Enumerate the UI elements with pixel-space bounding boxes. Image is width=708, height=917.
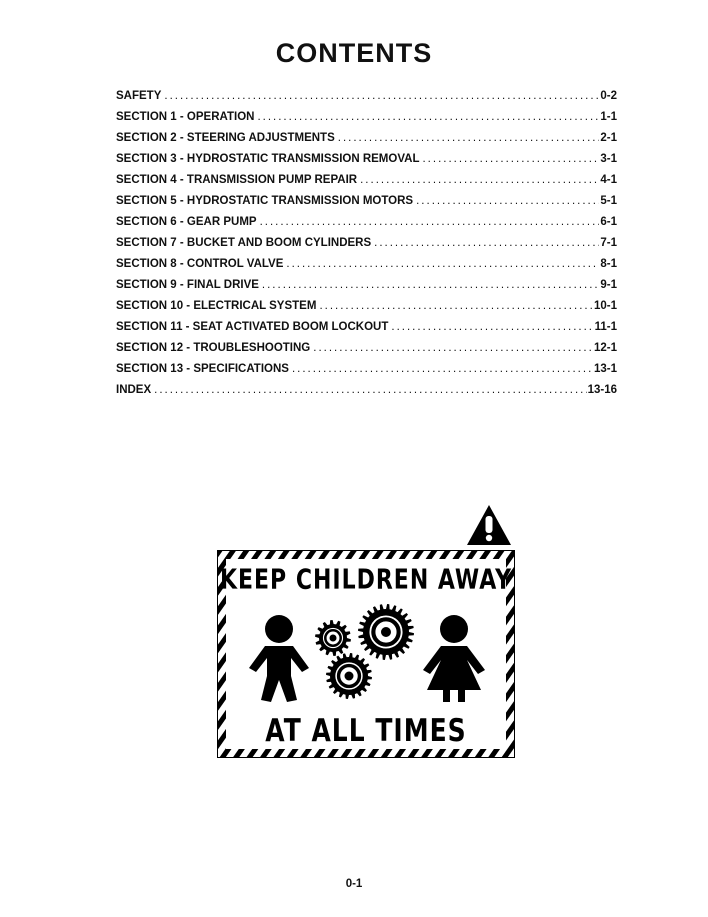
toc-entry-label: SECTION 13 - SPECIFICATIONS xyxy=(116,363,289,375)
toc-entry-label: SECTION 12 - TROUBLESHOOTING xyxy=(116,342,311,354)
toc-entry[interactable] xyxy=(116,107,617,128)
toc-entry-label: SECTION 10 - ELECTRICAL SYSTEM xyxy=(116,300,317,312)
page-number: 0-1 xyxy=(345,878,363,890)
toc-entry-label: SECTION 1 - OPERATION xyxy=(116,111,255,123)
toc-entry[interactable] xyxy=(116,149,617,170)
toc-entry-page: 4-1 xyxy=(600,174,617,186)
toc-entry-label: SECTION 4 - TRANSMISSION PUMP REPAIR xyxy=(116,174,358,186)
toc-leader-dots xyxy=(374,233,599,254)
toc-entry[interactable] xyxy=(116,233,617,254)
toc-leader-dots xyxy=(422,149,599,170)
toc-leader-dots xyxy=(338,128,600,149)
table-of-contents xyxy=(116,86,617,401)
toc-leader-dots xyxy=(292,359,593,380)
toc-entry-label: SECTION 3 - HYDROSTATIC TRANSMISSION REMOVAL xyxy=(116,153,420,165)
toc-entry-label: SECTION 11 - SEAT ACTIVATED BOOM LOCKOUT xyxy=(116,321,389,333)
toc-entry[interactable] xyxy=(116,254,617,275)
sign-bottom-text: AT ALL TIMES xyxy=(265,712,467,749)
toc-entry-page: 3-1 xyxy=(600,153,617,165)
toc-leader-dots xyxy=(164,86,599,107)
toc-entry-page: 11-1 xyxy=(594,321,617,333)
toc-entry-page: 0-2 xyxy=(600,90,617,102)
toc-leader-dots xyxy=(260,212,600,233)
toc-entry[interactable] xyxy=(116,191,617,212)
toc-entry[interactable] xyxy=(116,86,617,107)
warning-icon xyxy=(465,503,513,547)
toc-entry-label: SECTION 7 - BUCKET AND BOOM CYLINDERS xyxy=(116,237,372,249)
toc-entry-page: 1-1 xyxy=(600,111,617,123)
toc-entry[interactable] xyxy=(116,380,617,401)
toc-entry[interactable] xyxy=(116,296,617,317)
toc-entry-label: SECTION 2 - STEERING ADJUSTMENTS xyxy=(116,132,335,144)
toc-entry[interactable] xyxy=(116,128,617,149)
toc-leader-dots xyxy=(313,338,593,359)
toc-entry-page: 12-1 xyxy=(593,342,617,354)
toc-entry[interactable] xyxy=(116,170,617,191)
toc-entry-label: SECTION 9 - FINAL DRIVE xyxy=(116,279,259,291)
toc-entry-page: 7-1 xyxy=(600,237,617,249)
toc-leader-dots xyxy=(257,107,599,128)
toc-entry-label: SECTION 5 - HYDROSTATIC TRANSMISSION MOTORS xyxy=(116,195,414,207)
toc-entry-label: SECTION 8 - CONTROL VALVE xyxy=(116,258,284,270)
toc-entry[interactable] xyxy=(116,275,617,296)
toc-entry[interactable] xyxy=(116,359,617,380)
toc-entry[interactable] xyxy=(116,212,617,233)
toc-entry-label: SECTION 6 - GEAR PUMP xyxy=(116,216,257,228)
toc-entry-page: 9-1 xyxy=(600,279,617,291)
toc-leader-dots xyxy=(319,296,593,317)
toc-leader-dots xyxy=(154,380,586,401)
page-title: CONTENTS xyxy=(275,38,433,68)
sign-top-text: KEEP CHILDREN AWAY xyxy=(219,564,513,597)
toc-leader-dots xyxy=(286,254,599,275)
safety-sign xyxy=(217,550,515,758)
toc-entry[interactable] xyxy=(116,317,617,338)
toc-entry-page: 2-1 xyxy=(600,132,617,144)
toc-leader-dots xyxy=(416,191,599,212)
toc-entry-page: 8-1 xyxy=(600,258,617,270)
toc-leader-dots xyxy=(391,317,593,338)
toc-entry[interactable] xyxy=(116,338,617,359)
toc-entry-page: 5-1 xyxy=(600,195,617,207)
toc-leader-dots xyxy=(262,275,599,296)
toc-entry-page: 13-16 xyxy=(587,384,617,396)
toc-entry-page: 6-1 xyxy=(600,216,617,228)
toc-leader-dots xyxy=(360,170,599,191)
toc-entry-page: 10-1 xyxy=(593,300,617,312)
toc-entry-label: SAFETY xyxy=(116,90,162,102)
toc-entry-page: 13-1 xyxy=(593,363,617,375)
toc-entry-label: INDEX xyxy=(116,384,152,396)
